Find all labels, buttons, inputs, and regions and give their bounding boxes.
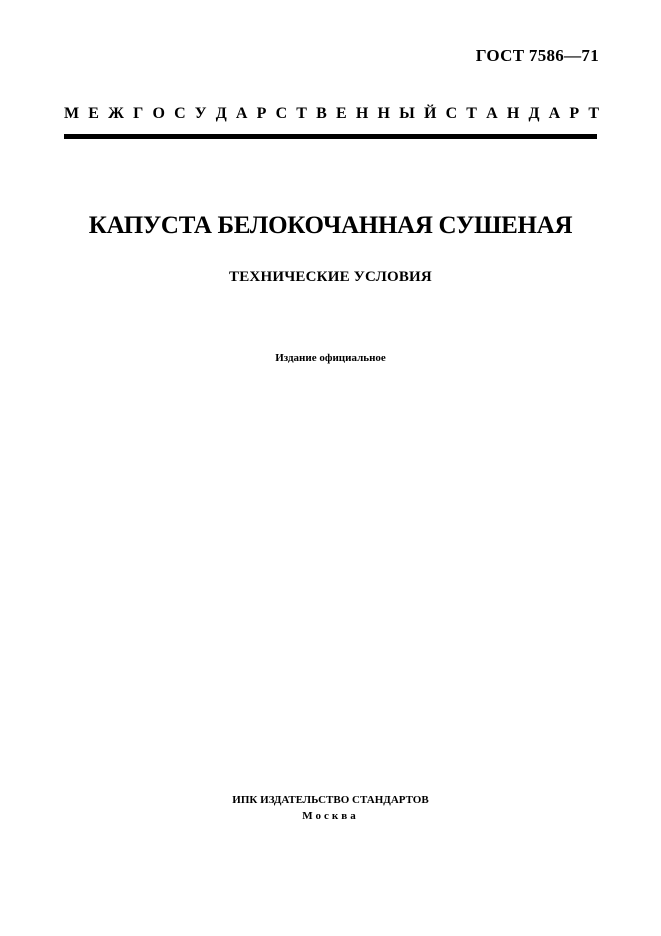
standard-type-heading: М Е Ж Г О С У Д А Р С Т В Е Н Н Ы Й С Т А Н Д А Р Т (64, 105, 599, 122)
document-code: ГОСТ 7586—71 (475, 46, 599, 65)
document-title: КАПУСТА БЕЛОКОЧАННАЯ СУШЕНАЯ (88, 212, 573, 239)
document-subtitle: ТЕХНИЧЕСКИЕ УСЛОВИЯ (229, 269, 432, 285)
edition-note: Издание официальное (275, 352, 386, 364)
publisher-name: ИПК ИЗДАТЕЛЬСТВО СТАНДАРТОВ (232, 794, 429, 806)
publisher-city: Москва (302, 810, 359, 822)
header-divider (64, 134, 597, 139)
